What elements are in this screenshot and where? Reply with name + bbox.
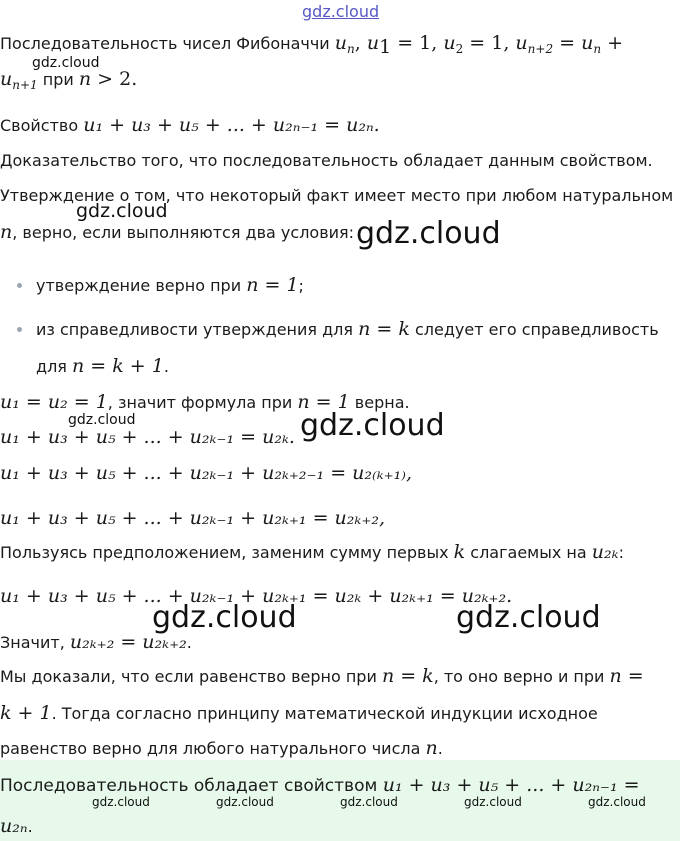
watermark: gdz.cloud (76, 200, 168, 222)
watermark: gdz.cloud (464, 795, 522, 809)
conclusion-line-2: k + 1. Тогда согласно принципу математической индукции исходное (0, 702, 598, 724)
watermark: gdz.cloud (32, 55, 100, 71)
conclusion-line-3: равенство верно для любого натурального числа n. (0, 737, 443, 759)
watermark: gdz.cloud (300, 408, 445, 443)
bullet-item-1: утверждение верно при n = 1; (36, 274, 304, 296)
watermark: gdz.cloud (92, 795, 150, 809)
base-case: u₁ = u₂ = 1, значит формула при n = 1 верна. (0, 391, 410, 413)
intro-line-1: Последовательность чисел Фибоначчи $u_n$, $u_1 = 1$, $u_2 = 1$, $u_{n+2} = u_n$ + (0, 32, 624, 58)
induction-line-1: Утверждение о том, что некоторый факт имеет место при любом натуральном (0, 186, 674, 205)
equation-step-2: u₁ + u₃ + u₅ + ... + u₂ₖ₋₁ + u₂ₖ₊₁ = u₂ₖ₊₂, (0, 507, 386, 529)
bullet-item-2-cont: для n = k + 1. (36, 355, 169, 377)
watermark: gdz.cloud (456, 600, 601, 635)
property-statement: Свойство u₁ + u₃ + u₅ + ... + u₂ₙ₋₁ = u₂ₙ. (0, 114, 380, 136)
bullet-dot (17, 327, 22, 332)
equation-assumption: u₁ + u₃ + u₅ + ... + u₂ₖ₋₁ = u₂ₖ. (0, 426, 295, 448)
watermark: gdz.cloud (340, 795, 398, 809)
answer-line-1: Последовательность обладает свойством u₁ + u₃ + u₅ + ... + u₂ₙ₋₁ = (0, 774, 640, 796)
watermark: gdz.cloud (216, 795, 274, 809)
bullet-item-2: из справедливости утверждения для n = k следует его справедливость (36, 318, 659, 340)
watermark: gdz.cloud (356, 216, 501, 251)
replace-text: Пользуясь предположением, заменим сумму первых k слагаемых на u₂ₖ: (0, 541, 624, 563)
bullet-dot (17, 283, 22, 288)
therefore-line: Значит, u₂ₖ₊₂ = u₂ₖ₊₂. (0, 631, 192, 653)
equation-step-1: u₁ + u₃ + u₅ + ... + u₂ₖ₋₁ + u₂ₖ₊₂₋₁ = u₂₍ₖ₊₁₎, (0, 462, 412, 484)
conclusion-line-1: Мы доказали, что если равенство верно при n = k, то оно верно и при n = (0, 665, 644, 687)
equation-step-3: u₁ + u₃ + u₅ + ... + u₂ₖ₋₁ + u₂ₖ₊₁ = u₂ₖ + u₂ₖ₊₁ = u₂ₖ₊₂. (0, 585, 513, 607)
watermark: gdz.cloud (152, 600, 297, 635)
induction-line-2: n, верно, если выполняются два условия: (0, 221, 355, 243)
watermark-top-link[interactable]: gdz.cloud (302, 2, 380, 21)
proof-intro: Доказательство того, что последовательность обладает данным свойством. (0, 151, 653, 170)
answer-line-2: u₂ₙ. (0, 815, 33, 837)
watermark: gdz.cloud (68, 412, 136, 428)
intro-line-2: $u_{n+1}$ при n > 2. (0, 68, 138, 92)
watermark: gdz.cloud (588, 795, 646, 809)
